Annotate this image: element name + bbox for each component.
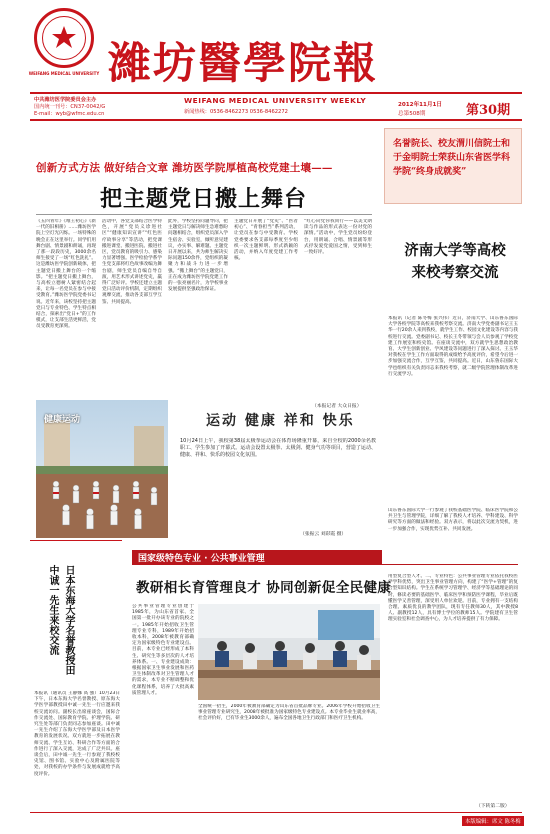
feature-title: 教研相长育管理良才 协同创新促全民健康 xyxy=(136,580,392,596)
lead-title: 把主题党日搬上舞台 xyxy=(100,186,308,212)
bottom-left-body: 本报讯（通讯员 王静娜 高 强）10月23日下午，日本东海大学名誉教授、原东海大学医学部教授田中诚一先生一行应邀来我校交流访问。副校长出席座谈会，国际合作交流处、国际教育学院、护理学院、研究生处等部门负责同志参加座谈。田中诚一先生介绍了东海大学医学部及日本医学教育的发展状况。双方就进一步拓展在教师交流、学生互访、科研合作等方面的合作进行了深入交流，达成了广泛共识。座谈会后，田中诚一先生一行参观了我校校史馆、图书馆、实验中心及附属医院等处，对我校的办学条件与发展成就给予高度评价。 xyxy=(34,691,120,777)
newspaper-title: 濰坊醫學院報 xyxy=(108,39,378,89)
lead-kicker: 创新方式方法 做好结合文章 潍坊医学院厚植高校党建土壤—— xyxy=(36,162,333,174)
sports-photo xyxy=(36,400,168,538)
bottom-left-article xyxy=(30,540,122,810)
feature-col-3: 用型复合型人才。二、专业特色：公共事业管理专业依托我校医学学科优势，突出卫生事业管理方向，构建了“医学+管理”的复合型知识结构。学生在系统学习管理学、经济学等基础理论的同时，修读必要的基础医学、临床医学和预防医学课程，毕业后既懂医学又善管理，深受用人单位欢迎。目前，专业拥有一支结构合理、素质优良的教学团队，现有专任教师30人，其中教授8人、副教授12人，具有博士学位的教师15人。学院建有卫生管理实验室和社会调查中心，为人才培养提供了有力保障。 xyxy=(388,574,518,623)
phone: 新闻热线：0536-8462273 0536-8462272 xyxy=(184,109,288,115)
photo-credit: （张振云 刘彩霞 摄） xyxy=(300,532,347,537)
issue-number: 第30期 xyxy=(466,103,511,118)
cn-code: 国内统一刊号：CN37-0042/G xyxy=(34,104,106,110)
logo-emblem-icon xyxy=(49,23,79,53)
promo-box xyxy=(384,128,522,204)
photo-inset-label: 健康运动 xyxy=(44,415,81,425)
feature-banner xyxy=(132,550,382,564)
total-issue: 总第508期 xyxy=(398,111,426,117)
lead-rule xyxy=(36,214,372,215)
feature-article xyxy=(126,540,522,810)
lead-col-2: 活动中，各党支部结合医学特色，开展“党员义诊进社区”“健康知识宣讲”“红色医疗故事分享”等活动，把党课搬进课堂、搬进医院、搬进社区，党员教育的吸引力、感染力显著增强。医学检验学系学生党支部将红色故事改编为舞台剧，师生党员自编自导自演，用艺术形式讲述党史，赢得广泛好评。学校还建立主题党日活动评价机制，定期组织观摩交流，推动各支部互学互鉴、共同提高。 xyxy=(102,219,162,305)
lead-col-4: 主题党日开展了“党史”、“医者初心”、“青春担当”系列活动，让党员在参与中受教育。学校党委要求各支部每季度至少组织一次主题鲜明、形式新颖的活动，并纳入年度党建工作考核。 xyxy=(234,219,298,262)
feature-col-1: 公共事业管理专业创建于1985年，为山东省首家、全国第一批开办该专业的院校之一。1985年开始招收卫生管理专业专科，1989年开始招收本科，2008年被教育部确定为国家级特色专业建设点。目前，本专业已经形成了本科生、研究生等多层次的人才培养体系。一、专业建设成效：根据国家卫生事业发展和医药卫生体制改革对卫生管理人才的需求，本专业不断调整和优化课程体系，培养了大批高素质管理人才。 xyxy=(132,604,194,696)
issue-date: 2012年11月1日 xyxy=(398,102,443,108)
bottom-left-title: 日本东海大学名誉教授田中诚一先生来校交流 xyxy=(47,565,74,675)
photo-caption: 10月24日上午，我校第38届太极拳运动会在体育场隆重开幕，来自全校的2000余名教职工、学生参加了开幕式。运动会设置太极拳、太极剑、健身气功等项目，营造了运动、健康、祥和、快乐的校园文化氛围。 xyxy=(180,438,376,458)
english-title: WEIFANG MEDICAL UNIVERSITY WEEKLY xyxy=(184,96,367,105)
right-title: 济南大学等高校来校考察交流 xyxy=(404,242,506,281)
lead-source: （本报记者 大众日报） xyxy=(312,404,362,409)
lead-col-5: “红心向党你我同行——以美文朗读与作品的形式表达一份对党的深情。”活动中，学生党员纷纷登台，用朗诵、合唱、情景剧等形式抒发爱党爱国之情，受到师生一致好评。 xyxy=(304,219,372,256)
masthead-divider xyxy=(30,92,522,94)
footer-rule xyxy=(30,812,522,813)
email: E-mail：wyb@wfmc.edu.cn xyxy=(34,111,105,117)
sponsor: 中共潍坊医学院委员会主办 xyxy=(34,97,97,103)
feature-banner-rule xyxy=(132,564,518,565)
feature-banner-text: 国家级特色专业 · 公共事业管理 xyxy=(138,554,265,564)
footer-editor: 本版编辑：席文 陈冬梅 xyxy=(462,816,524,826)
lead-col-1: 《五四青年》《唯王初心》《新一代的旧相册》……潍坊医学院上空灯光闪烁。一场特殊的晚会正在这里举行。同学们用舞台剧、情景剧和朗诵，再现了那一段段历史，3000余名师生接受了一场“红色洗礼”。这是潍坊医学院创新载体，把主题党日搬上舞台的一个缩影。“把主题党日搬上舞台，与高校立德树人紧密结合起来，让每一名党员在参与中接受教育。”潍坊医学院党委书记说。近年来，该校坚持把主题党日与专业特色、学生特点相结合，探索出“党日+”的工作模式，让支部生活更鲜活，党员受教育更深刻。 xyxy=(36,219,96,330)
feature-col-2: 全国统一招生，2000年被教育部确定为山东省首批品牌专业。2006年学校开始招收卫生事业管理专业研究生，2008年被批准为国家级特色专业建设点。本专业毕业生就业率高，社会评价好，已有毕业生3000余人，遍布全国各地卫生行政部门和医疗卫生机构。 xyxy=(198,704,380,722)
university-logo xyxy=(34,8,94,68)
lead-col-3: 此外，学校坚持问题导向，把主题党日与解决师生急难愁盼问题相结合，组织党员深入学生宿舍、实验室，倾听意见建议，办实事、解难题。主题党日开展以来，共为师生解决实际问题150余件，党组织的凝聚力和战斗力进一步增强。“搬上舞台”的主题党日，正在成为潍坊医学院党建工作的一张亮丽名片，为学校事业发展提供坚强政治保证。 xyxy=(168,219,228,293)
promo-title: 名誉院长、校友渭川信院士和于金明院士荣获山东省医学科学院“终身成就奖” xyxy=(393,139,511,177)
feature-photo xyxy=(198,604,380,700)
classroom-image xyxy=(198,604,380,700)
photo-title: 运动 健康 祥和 快乐 xyxy=(206,413,355,429)
masthead-bottom-rule xyxy=(30,119,522,121)
feature-continued: （下转第二版） xyxy=(476,804,510,809)
right-body: 本报讯（记者 陈冬梅 张兴伟）近日，济南大学、山东鲁东国际大学各校学院等高校来我校考察交流。济南大学党委副书记王玉华一行20余人来到我校，就学生工作、校园文化建设等内容与我校进行交流。党委副书记、校长王冬带领与会人员参观了学校党建工作展室和校史馆。在座谈交流中，双方就学生思想政治教育、大学生创新创业、学风建设等问题进行了深入探讨。王玉华对我校在学生工作方面取得的成绩给予高度评价，希望今后进一步加强交流合作，互学互鉴，共同提高。近日，山东鲁东国际大学也组织有关负责同志来我校考察，就二级学院管理体制改革进行交流学习。 xyxy=(388,316,518,377)
logo-english: WEIFANG MEDICAL UNIVERSITY xyxy=(28,71,100,76)
right-body-2: 山东鲁东国际大学一行参观了我校基础医学院、临床医学院和公共卫生与管理学院，详细了解了我校人才培养、学科建设、科学研究等方面的做法和经验。双方表示，将以此次交流为契机，进一步加强合作，实现优势互补、共同发展。 xyxy=(388,508,518,532)
